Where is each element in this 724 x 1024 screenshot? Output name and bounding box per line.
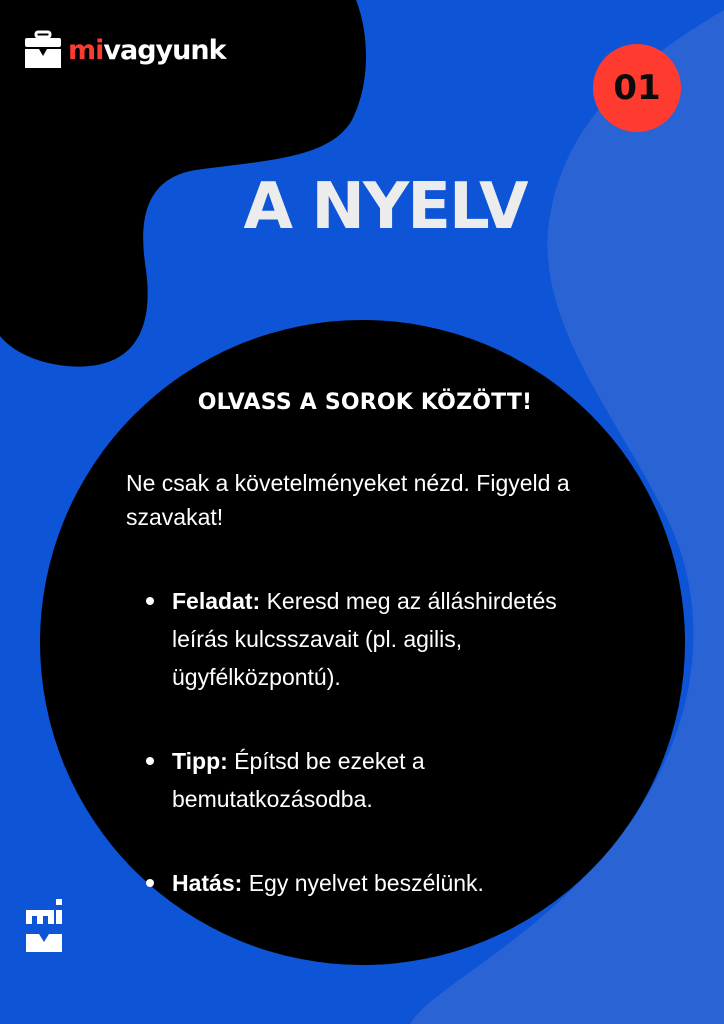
list-item	[146, 864, 616, 902]
page-title: A NYELV	[243, 170, 527, 244]
section-subtitle: OLVASS A SOROK KÖZÖTT!	[197, 390, 533, 415]
briefcase-icon	[24, 30, 62, 70]
bullet-label: Hatás:	[172, 870, 243, 896]
bullet-label: Tipp:	[172, 748, 228, 774]
brand-name-rest: vagyunk	[103, 34, 226, 66]
bullet-label: Feladat:	[172, 588, 261, 614]
bullet-text: Építsd be ezeket a bemutatkozásodba.	[172, 748, 425, 812]
intro-text: Ne csak a követelményeket nézd. Figyeld a szavakat!	[126, 470, 570, 530]
bullet-text: Keresd meg az álláshirdetés leírás kulcsszavait (pl. agilis, ügyfélközpontú).	[172, 588, 557, 690]
page-number-badge: 01	[593, 44, 681, 132]
mi-monogram-icon	[26, 896, 64, 952]
brand-wordmark	[68, 34, 226, 66]
list-item	[146, 582, 616, 696]
bullet-text: Egy nyelvet beszélünk.	[242, 870, 484, 896]
brand-logo	[24, 28, 226, 72]
brand-name-prefix: mi	[68, 34, 104, 66]
list-item	[146, 742, 616, 818]
bullet-list	[146, 582, 616, 948]
